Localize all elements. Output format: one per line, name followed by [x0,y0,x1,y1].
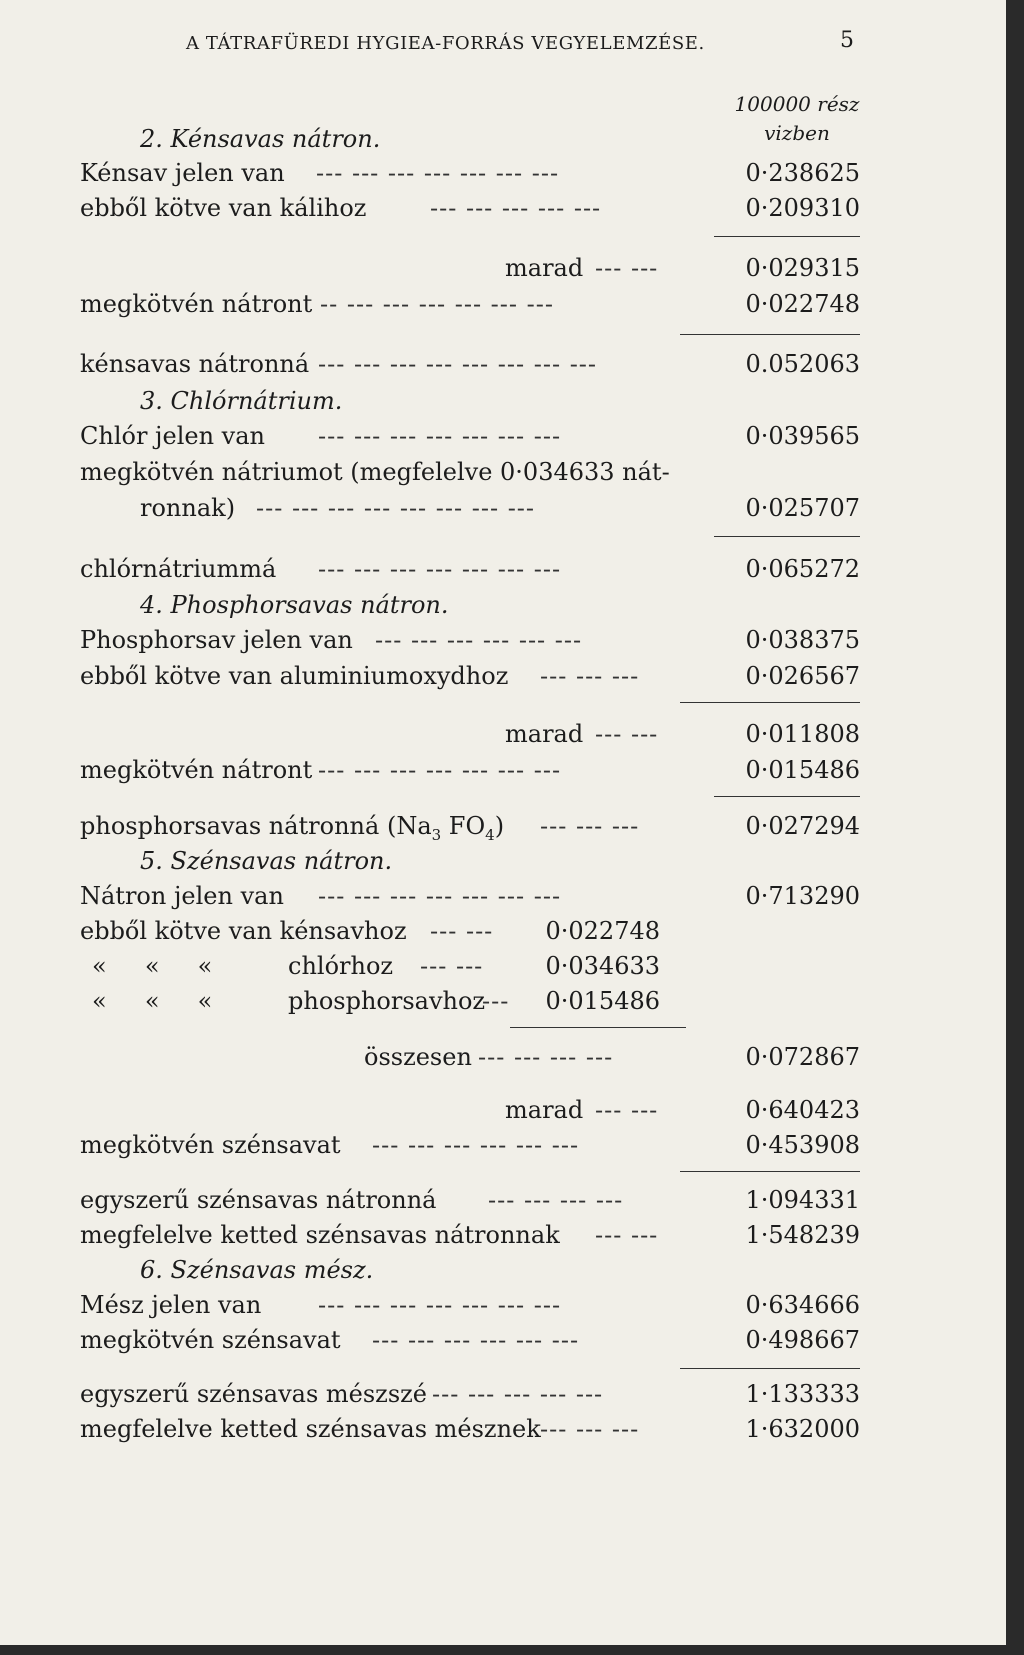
ditto-marks: « « « [92,987,213,1015]
row-value: 0·453908 [745,1131,860,1159]
s5-row-1 [0,878,1000,914]
s3-row-2 [0,454,1000,490]
row-value: 1·632000 [745,1415,860,1443]
row-value: 0·015486 [745,756,860,784]
section-heading: 3. Chlórnátrium. [140,387,343,415]
leader-dots: --- [482,987,510,1015]
row-label: Mész jelen van [80,1291,262,1319]
leader-dots: --- --- --- --- --- --- --- [318,882,562,910]
unit-label-line1: 100000 rész [734,92,860,116]
row-label: összesen [364,1043,472,1071]
row-label: marad [505,720,584,748]
sum-rule [680,1171,860,1172]
row-value: 1·548239 [745,1221,860,1249]
row-label: Chlór jelen van [80,422,265,450]
formula-subscript: 3 [431,825,442,844]
section-6-heading-row [0,1252,1000,1288]
row-label: megkötvén nátront [80,756,313,784]
leader-dots: --- --- --- --- --- --- [375,626,583,654]
formula-text: ) [494,812,505,840]
row-value: 0·026567 [745,662,860,690]
leader-dots: --- --- --- --- [478,1043,614,1071]
row-value: 0·634666 [745,1291,860,1319]
unit-label-line2: vizben [764,121,830,145]
leader-dots: --- --- [420,952,484,980]
leader-dots: --- --- --- --- [488,1186,624,1214]
leader-dots: --- --- [430,917,494,945]
leader-dots: --- --- --- --- --- --- [372,1326,580,1354]
section-2-heading-row [0,121,1000,157]
s5-row-3 [0,948,1000,984]
s6-row-3 [0,1376,1000,1412]
row-label: Kénsav jelen van [80,159,285,187]
s4-row-3 [0,716,1000,752]
row-label: marad [505,1096,584,1124]
s3-row-1 [0,418,1000,454]
leader-dots: --- --- [595,1096,659,1124]
row-label: phosphorsavhoz [288,987,486,1015]
sum-rule [680,334,860,335]
section-heading: 6. Szénsavas mész. [140,1256,374,1284]
row-label: Nátron jelen van [80,882,284,910]
s3-row-3 [0,490,1000,526]
scan-border-right [1006,0,1024,1655]
row-value: 0·209310 [745,194,860,222]
row-label: megkötvén szénsavat [80,1131,341,1159]
row-subvalue: 0·015486 [545,987,660,1015]
leader-dots: --- --- --- --- --- --- --- --- [318,350,598,378]
row-label: megkötvén szénsavat [80,1326,341,1354]
sum-rule [714,236,860,237]
s5-row-9 [0,1217,1000,1253]
row-label: egyszerű szénsavas mészszé [80,1380,427,1408]
leader-dots: --- --- --- --- --- --- --- [318,756,562,784]
leader-dots: --- --- [595,254,659,282]
s6-row-2 [0,1322,1000,1358]
s4-row-5 [0,808,1000,844]
row-value: 0·022748 [745,290,860,318]
row-value: 1·094331 [745,1186,860,1214]
row-label: chlórhoz [288,952,394,980]
row-value: 0·011808 [745,720,860,748]
s6-row-1 [0,1287,1000,1323]
row-label: marad [505,254,584,282]
leader-dots: --- --- --- --- --- --- --- [318,555,562,583]
s5-row-4 [0,983,1000,1019]
row-label: megfelelve ketted szénsavas mésznek [80,1415,541,1443]
row-value: 1·133333 [745,1380,860,1408]
row-value: 0·065272 [745,555,860,583]
sum-rule [680,1368,860,1369]
row-value: 0·027294 [745,812,860,840]
leader-dots: --- --- [595,1221,659,1249]
leader-dots: --- --- --- [540,662,640,690]
section-heading: 5. Szénsavas nátron. [140,847,393,875]
s2-row-3 [0,250,1000,286]
section-4-heading-row [0,587,1000,623]
row-label: megkötvén nátront [80,290,313,318]
page-number: 5 [840,28,854,53]
row-value: 0·038375 [745,626,860,654]
sum-rule [714,796,860,797]
s2-row-2 [0,190,1000,226]
row-label: kénsavas nátronná [80,350,310,378]
row-label: ebből kötve van kénsavhoz [80,917,407,945]
leader-dots: --- --- --- --- --- [430,194,602,222]
sum-rule [680,702,860,703]
s5-row-8 [0,1182,1000,1218]
formula-subscript: 4 [485,825,495,844]
leader-dots: --- --- [595,720,659,748]
row-label: ebből kötve van kálihoz [80,194,367,222]
leader-dots: --- --- --- [540,812,640,840]
row-label: ronnak) [140,494,236,522]
row-label: megfelelve ketted szénsavas nátronnak [80,1221,560,1249]
s3-row-4 [0,551,1000,587]
row-value: 0·025707 [745,494,860,522]
row-label: chlórnátriummá [80,555,277,583]
section-heading: 4. Phosphorsavas nátron. [140,591,449,619]
leader-dots: --- --- --- --- --- --- --- [318,1291,562,1319]
s4-row-2 [0,658,1000,694]
row-label: egyszerű szénsavas nátronná [80,1186,437,1214]
s4-row-1 [0,622,1000,658]
formula-text: FO [441,812,486,840]
leader-dots: --- --- --- --- --- --- --- --- [256,494,536,522]
s5-row-2 [0,913,1000,949]
row-value: 0·713290 [745,882,860,910]
sum-rule [714,536,860,537]
row-label: ebből kötve van aluminiumoxydhoz [80,662,509,690]
s6-row-4 [0,1411,1000,1447]
section-3-heading-row [0,383,1000,419]
leader-dots: -- --- --- --- --- --- --- [320,290,554,318]
leader-dots: --- --- --- --- --- --- --- [316,159,560,187]
row-value: 0.052063 [745,350,860,378]
section-5-heading-row [0,843,1000,879]
formula-text: phosphorsavas nátronná (Na [80,812,432,840]
row-subvalue: 0·034633 [545,952,660,980]
leader-dots: --- --- --- --- --- --- --- [318,422,562,450]
sum-rule [510,1027,686,1028]
s2-row-4 [0,286,1000,322]
s2-row-1 [0,155,1000,191]
s2-row-5 [0,346,1000,382]
row-subvalue: 0·022748 [545,917,660,945]
row-value: 0·238625 [745,159,860,187]
row-value: 0·039565 [745,422,860,450]
scan-border-bottom [0,1645,1024,1655]
s4-row-4 [0,752,1000,788]
running-header: A TÁTRAFÜREDI HYGIEA-FORRÁS VEGYELEMZÉSE. [186,33,705,54]
leader-dots: --- --- --- --- --- [432,1380,604,1408]
row-label: megkötvén nátriumot (megfelelve 0·034633 nát- [80,458,670,486]
s5-row-6 [0,1092,1000,1128]
leader-dots: --- --- --- --- --- --- [372,1131,580,1159]
leader-dots: --- --- --- [540,1415,640,1443]
row-value: 0·072867 [745,1043,860,1071]
s5-row-5 [0,1039,1000,1075]
row-value: 0·640423 [745,1096,860,1124]
row-value: 0·029315 [745,254,860,282]
s5-row-7 [0,1127,1000,1163]
section-heading: 2. Kénsavas nátron. [140,125,381,153]
row-value: 0·498667 [745,1326,860,1354]
row-label: Phosphorsav jelen van [80,626,353,654]
ditto-marks: « « « [92,952,213,980]
